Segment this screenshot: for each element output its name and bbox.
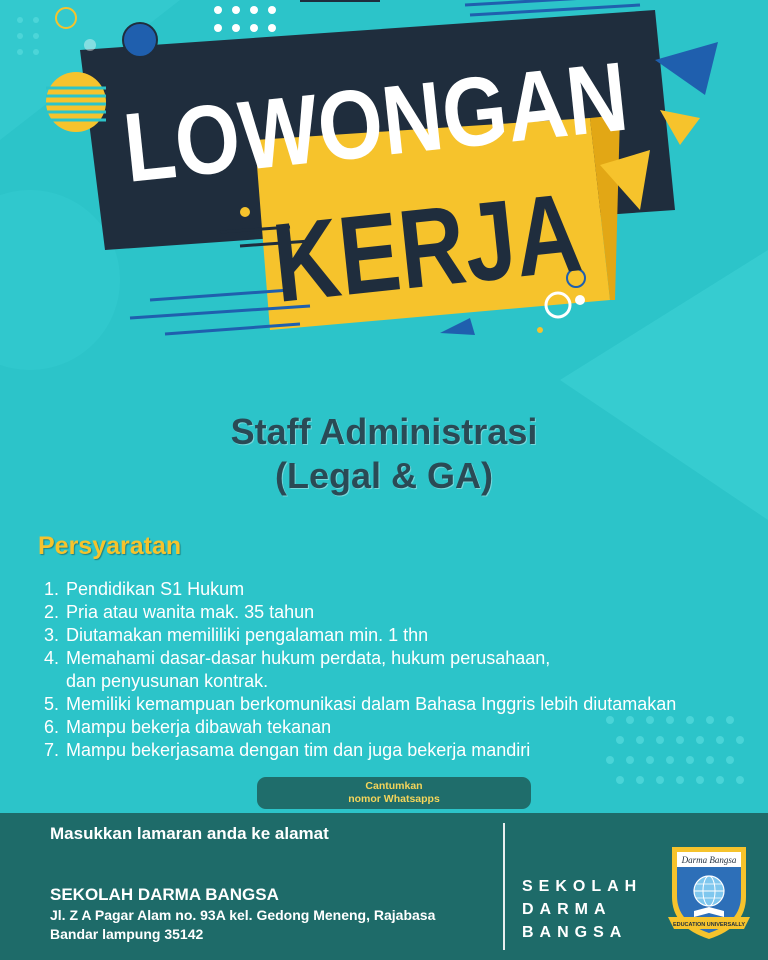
footer-school-name: SEKOLAH DARMA BANGSA bbox=[50, 885, 279, 904]
list-item-text: Pendidikan S1 Hukum bbox=[66, 579, 245, 599]
list-item bbox=[44, 624, 744, 647]
list-item-text-line1: Memahami dasar-dasar hukum perdata, hukum perusahaan, bbox=[66, 648, 551, 668]
footer-brand bbox=[522, 875, 642, 944]
requirements-list bbox=[44, 578, 744, 762]
list-item bbox=[44, 693, 744, 716]
list-item bbox=[44, 647, 744, 693]
list-item-text bbox=[66, 647, 744, 693]
list-item-number: 2. bbox=[44, 602, 60, 622]
list-item bbox=[44, 739, 744, 762]
list-item-text: Mampu bekerja dibawah tekanan bbox=[66, 717, 332, 737]
globe-icon bbox=[694, 876, 724, 906]
lowongan-kerja-banner bbox=[0, 0, 768, 380]
banner-line1: LOWONGAN bbox=[118, 31, 721, 203]
footer-address bbox=[50, 906, 435, 944]
footer-address-line1: Jl. Z A Pagar Alam no. 93A kel. Gedong Meneng, Rajabasa bbox=[50, 907, 436, 923]
list-item-number: 6. bbox=[44, 717, 60, 737]
footer bbox=[0, 813, 768, 960]
job-title-line1: Staff Administrasi bbox=[230, 411, 538, 452]
footer-address-line2: Bandar lampung 35142 bbox=[50, 926, 204, 942]
list-item-text: Mampu bekerjasama dengan tim dan juga bekerja mandiri bbox=[66, 740, 531, 760]
footer-intro: Masukkan lamaran anda ke alamat bbox=[50, 824, 329, 843]
crest-top-text: Darma Bangsa bbox=[681, 855, 737, 865]
list-item bbox=[44, 601, 744, 624]
list-item-number: 5. bbox=[44, 694, 60, 714]
list-item bbox=[44, 578, 744, 601]
footer-brand-line1: SEKOLAH bbox=[522, 878, 643, 895]
list-item-number: 3. bbox=[44, 625, 60, 645]
school-crest-logo bbox=[666, 839, 752, 943]
requirements-heading: Persyaratan bbox=[38, 532, 182, 560]
whatsapp-note-line1: Cantumkan bbox=[365, 780, 423, 792]
list-item-text: Memiliki kemampuan berkomunikasi dalam Bahasa Inggris lebih diutamakan bbox=[66, 694, 677, 714]
footer-brand-line3: BANGSA bbox=[522, 924, 628, 941]
banner-line2: KERJA bbox=[267, 161, 659, 326]
list-item bbox=[44, 716, 744, 739]
list-item-number: 7. bbox=[44, 740, 60, 760]
whatsapp-note bbox=[257, 777, 531, 809]
striped-circle-icon bbox=[46, 72, 106, 132]
whatsapp-note-line2: nomor Whatsapps bbox=[348, 793, 440, 805]
list-item-text: Diutamakan memililiki pengalaman min. 1 thn bbox=[66, 625, 429, 645]
list-item-number: 1. bbox=[44, 579, 60, 599]
job-title-line2: (Legal & GA) bbox=[274, 455, 493, 496]
job-title bbox=[0, 410, 768, 498]
list-item-number: 4. bbox=[44, 648, 60, 668]
footer-divider bbox=[503, 823, 505, 950]
footer-brand-line2: DARMA bbox=[522, 901, 612, 918]
crest-ribbon-text: EDUCATION UNIVERSALLY bbox=[672, 922, 746, 928]
list-item-text-line2: dan penyusunan kontrak. bbox=[66, 671, 269, 691]
list-item-text: Pria atau wanita mak. 35 tahun bbox=[66, 602, 315, 622]
